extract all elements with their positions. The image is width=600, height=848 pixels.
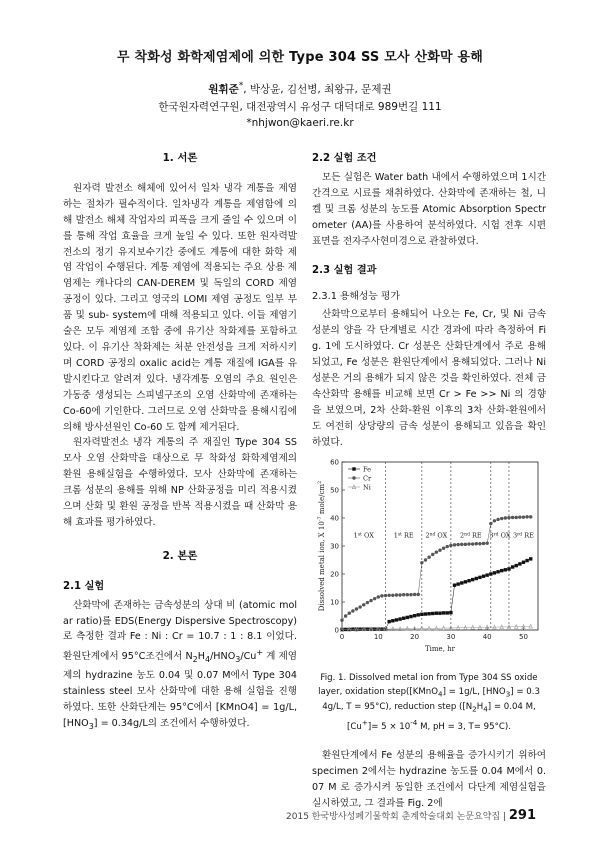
page-footer [286, 808, 536, 823]
data-point-fe [435, 612, 438, 615]
data-point-cr [460, 543, 463, 546]
subsection-2-1-title: 2.1 실험 [63, 580, 105, 592]
data-point-fe [464, 581, 467, 584]
x-tick-label: 0 [339, 633, 345, 642]
email: *nhjwon@kaeri.re.kr [246, 117, 354, 129]
data-point-cr [446, 545, 449, 548]
data-point-fe [467, 579, 470, 582]
data-point-fe [351, 628, 354, 631]
data-point-cr [409, 593, 412, 596]
data-point-fe [413, 614, 416, 617]
data-point-cr [362, 604, 365, 607]
data-point-cr [348, 612, 351, 615]
x-tick-label: 10 [373, 633, 383, 642]
data-point-cr [398, 594, 401, 597]
y-axis-label: Dissolved metal ion, X $10^{-7}$ mole/$cm^2$ [317, 481, 326, 612]
data-point-fe [485, 574, 488, 577]
data-point-cr [373, 597, 376, 600]
paragraph-hydrazine: 환원단계에서 Fe 성분의 용해율을 증가시키기 위하여 specimen 2에서는 hydrazine 농도를 0.04 M에서 0.07 M 로 증가시켜 동일한 조건에서 다단계 제염실험을 실시하였고, 그 결과를 Fig. 2에 [312, 750, 546, 810]
data-point-cr [475, 542, 478, 545]
paper-title: 무 착화성 화학제염제에 의한 Type 304 SS 모사 산화막 용해 [117, 50, 483, 65]
data-point-fe [427, 612, 430, 615]
step-label: 1st RE [393, 532, 414, 541]
data-point-cr [456, 543, 459, 546]
data-point-cr [518, 516, 521, 519]
subsection-2-2-title: 2.2 실험 조건 [312, 153, 377, 164]
data-point-fe [417, 614, 420, 617]
paragraph-results: 산화막으로부터 용해되어 나오는 Fe, Cr, 및 Ni 금속 성분의 양을 각 단계별로 시간 경과에 따라 측정하여 Fig. 1에 도시하였다. Cr 성분은 산화단계에서 주로 용해되었고, Fe 성분은 환원단계에서 용해되었다. 그러나 Ni 성분은 거의 용해가 되지 않은 것을 확인하였다. 전체 금속산화막 용해를 비교해 보면 Cr > Fe >> Ni 의 경향을 보였으며, 2차 산화-환원 이후의 3차 산화-환원에서도 여전히 상당량의 금속 성분이 용해되고 있음을 확인하였다. [312, 309, 546, 448]
data-point-cr [478, 542, 481, 545]
data-point-cr [504, 517, 507, 520]
page-number: 291 [508, 808, 536, 823]
footer-separator: | [500, 812, 509, 822]
legend-label: Ni [363, 483, 371, 492]
data-point-fe [449, 611, 452, 614]
y-tick-label: 20 [330, 570, 339, 579]
data-point-cr [344, 615, 347, 618]
data-point-fe [482, 575, 485, 578]
data-point-cr [395, 594, 398, 597]
section-1-title: 1. 서론 [162, 152, 198, 164]
footer-text: 2015 한국방사성폐기물학회 춘계학술대회 논문요약집 [286, 812, 501, 822]
data-point-cr [453, 544, 456, 547]
plot-frame [342, 462, 538, 630]
figure-1-caption: Fig. 1. Dissolved metal ion from Type 304 SS oxide layer, oxidation step([KMnO$_4$] = 1g/L, $[HNO_3] = 0.3$ 4g/L, T = 95°C), reduction step ($[N_2H_4] = 0.04$ M, $[Cu^+]= 5 \times 10^{-4}$ M, pH = 3, T= 95°C). [318, 673, 540, 732]
data-point-fe [518, 563, 521, 566]
data-point-fe [442, 612, 445, 615]
data-point-cr [377, 596, 380, 599]
step-label: 3rd RE [513, 532, 534, 541]
y-tick-label: 10 [330, 598, 339, 607]
data-point-cr [525, 516, 528, 519]
data-point-fe [387, 620, 390, 623]
data-point-cr [489, 522, 492, 525]
data-point-cr [449, 544, 452, 547]
y-tick-label: 0 [334, 626, 339, 635]
legend-marker [352, 468, 355, 471]
data-point-cr [413, 593, 416, 596]
data-point-fe [522, 561, 525, 564]
data-point-cr [355, 608, 358, 611]
data-point-fe [460, 582, 463, 585]
data-point-fe [489, 573, 492, 576]
data-point-cr [427, 556, 430, 559]
step-label: 3rd OX [489, 532, 511, 541]
data-point-cr [417, 593, 420, 596]
data-point-cr [507, 516, 510, 519]
data-point-cr [420, 562, 423, 565]
y-tick-label: 60 [330, 458, 339, 467]
data-point-cr [485, 542, 488, 545]
subsection-2-3-title: 2.3 실험 결과 [312, 265, 377, 277]
data-point-fe [446, 612, 449, 615]
y-tick-label: 50 [330, 486, 339, 495]
data-point-cr [340, 619, 343, 622]
data-point-cr [424, 559, 427, 562]
data-point-cr [529, 516, 532, 519]
data-point-fe [471, 578, 474, 581]
data-point-cr [380, 595, 383, 598]
x-tick-label: 20 [410, 633, 420, 642]
y-tick-label: 40 [330, 514, 339, 523]
paragraph-intro-2: 원자력발전소 냉각 계통의 주 재질인 Type 304 SS 모사 오염 산화막을 대상으로 무 착화성 화학제염제의 환원 용해실험을 수행하였다. 모사 산화막에 존재하는 크롬 성분의 용해를 위해 NP 산화공정을 미리 적용시켰으며 산화 및 환원 공정을 반복 적용시켰을 때 산화막 용해 효과를 평가하였다. [63, 437, 297, 528]
data-point-cr [464, 543, 467, 546]
data-point-cr [366, 601, 369, 604]
data-point-cr [431, 553, 434, 556]
data-point-fe [504, 569, 507, 572]
data-point-fe [438, 612, 441, 615]
data-point-fe [409, 615, 412, 618]
data-point-fe [431, 612, 434, 615]
x-tick-label: 40 [482, 633, 492, 642]
data-point-fe [424, 613, 427, 616]
data-point-cr [351, 610, 354, 613]
subsection-2-3-1-title: 2.3.1 용해성능 평가 [312, 291, 400, 303]
data-point-cr [442, 547, 445, 550]
dissolution-chart [312, 456, 546, 668]
y-tick-label: 30 [330, 542, 339, 551]
data-point-cr [391, 594, 394, 597]
data-point-cr [515, 516, 518, 519]
data-point-fe [529, 558, 532, 561]
data-point-fe [511, 566, 514, 569]
data-point-cr [435, 551, 438, 554]
data-point-cr [522, 516, 525, 519]
right-column [312, 146, 546, 812]
paragraph-conditions: 모든 실험은 Water bath 내에서 수행하였으며 1시간 간격으로 시료를 채취하였다. 산화막에 존재하는 철, 니켈 및 크롬 성분의 농도를 Atomic Absorption Spectrometer (AA)를 사용하여 분석하였다. 시험 전후 시편 표면을 전자주사현미경으로 관찰하였다. [312, 171, 546, 247]
data-point-cr [358, 606, 361, 609]
paragraph-experiment: 산화막에 존재하는 금속성분의 상대 비 (atomic molar ratio)를 EDS(Energy Dispersive Spectroscopy)로 측정한 결과 Fe : Ni : Cr = 10.7 : 1 : 8.1 이었다. 환원단계에서 95°C조건에서 $N_2H_4/HNO_3/Cu^+$ 계 제염제의 hydrazine 농도 0.04 및 0.07 M에서 Type 304 stainless steel 모사 산화막에 대한 용해 실험을 진행하였다. 또한 산화단계는 95°C에서 [KMnO4] = 1g/L, $[HNO_3] = 0.34g/L$의 조건에서 수행하였다. [63, 599, 297, 731]
data-point-cr [369, 599, 372, 602]
data-point-fe [478, 576, 481, 579]
x-tick-label: 50 [519, 633, 528, 642]
data-point-cr [467, 543, 470, 546]
data-point-fe [453, 584, 456, 587]
legend-marker [352, 477, 355, 480]
section-2-title: 2. 본론 [162, 549, 198, 562]
data-point-fe [475, 577, 478, 580]
data-point-fe [525, 559, 528, 562]
data-point-cr [406, 593, 409, 596]
coauthors: , 박상윤, 김선병, 최왕규, 문제권 [243, 83, 392, 96]
data-point-cr [387, 594, 390, 597]
data-point-fe [391, 619, 394, 622]
data-point-cr [493, 520, 496, 523]
step-label: 2nd OX [425, 532, 448, 541]
data-point-fe [515, 564, 518, 567]
data-point-fe [402, 617, 405, 620]
step-label: 2nd RE [460, 532, 482, 541]
data-point-cr [482, 542, 485, 545]
data-point-fe [507, 568, 510, 571]
data-point-fe [496, 570, 499, 573]
data-point-cr [471, 543, 474, 546]
data-point-cr [496, 518, 499, 521]
data-point-fe [420, 613, 423, 616]
data-point-cr [500, 517, 503, 520]
presenter-mark: * [238, 81, 244, 91]
data-point-fe [493, 572, 496, 575]
data-point-cr [402, 593, 405, 596]
data-point-cr [438, 549, 441, 552]
data-point-fe [456, 583, 459, 586]
presenter-name: 원휘준 [208, 83, 239, 96]
x-axis-label: Time, hr [425, 645, 455, 654]
data-point-fe [398, 618, 401, 621]
affiliation: 한국원자력연구원, 대전광역시 유성구 대덕대로 989번길 111 [158, 101, 442, 113]
data-point-fe [395, 619, 398, 622]
legend-label: Fe [363, 465, 372, 474]
legend-label: Cr [363, 474, 372, 483]
x-tick-label: 30 [446, 633, 456, 642]
figure-1 [312, 456, 546, 668]
left-column [63, 146, 297, 735]
authors-line [0, 81, 600, 97]
data-point-cr [384, 594, 387, 597]
data-point-fe [500, 569, 503, 572]
data-point-fe [406, 616, 409, 619]
step-label: 1st OX [353, 532, 374, 541]
paragraph-intro-1: 원자력 발전소 해체에 있어서 일차 냉각 계통을 제염하는 절차가 필수적이다. 일차냉각 계통을 제염함에 의해 발전소 해체 작업자의 피폭을 크게 줄일 수 있으며 이를 통해 작업 효율을 크게 높일 수 있다. 또한 원자력발전소의 정기 유지보수기간 중에도 계통에 대한 화학 제염 작업이 수행된다. 계통 제염에 적용되는 주요 상용 제염제는 캐나다의 CAN-DEREM 및 독일의 CORD 제염공정이 있다. 그리고 영국의 LOMI 제염 공정도 일부 부품 및 sub- system에 대해 적용되고 있다. 이들 제염기술은 모두 제염제 조합 중에 유기산 착화제를 포함하고 있다. 이 유기산 착화제는 처분 안전성을 크게 저하시키며 CORD 공정의 oxalic acid는 계통 재질에 IGA를 유발시킨다고 알려져 있다. 냉각계통 오염의 주요 원인은 가동중 생성되는 스피넬구조의 오염 산화막에 존재하는 Co-60에 기인한다. 그러므로 오염 산화막을 용해시킴에 의해 방사선원인 Co-60 도 함께 제거된다. [63, 182, 297, 433]
data-point-cr [511, 516, 514, 519]
